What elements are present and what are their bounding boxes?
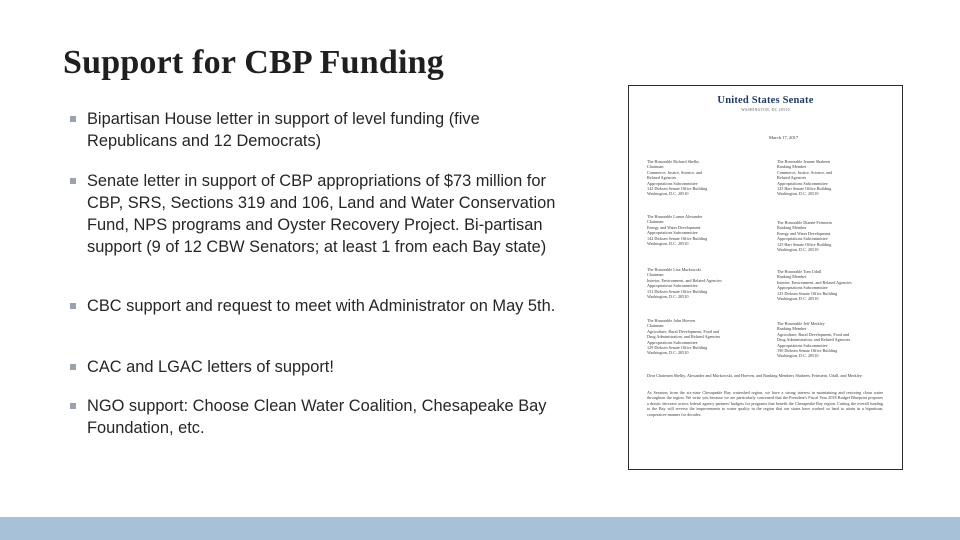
address-line: Energy and Water Development xyxy=(647,224,701,230)
address-line: The Honorable John Hoeven xyxy=(647,318,696,323)
letterhead-location: WASHINGTON, DC 20510 xyxy=(741,108,790,112)
address-line: Drug Administration, and Related Agencies xyxy=(647,334,721,340)
address-block xyxy=(647,159,767,197)
address-block xyxy=(777,220,897,252)
address-line: Appropriations Subcommittee xyxy=(647,339,698,345)
address-line: Chairman xyxy=(647,323,664,329)
address-line: The Honorable Jeff Merkley xyxy=(777,321,825,326)
address-line: Appropriations Subcommittee xyxy=(777,285,828,291)
address-block xyxy=(777,269,897,301)
address-line: 125 Hart Senate Office Building xyxy=(777,186,832,192)
address-line: Appropriations Subcommittee xyxy=(647,230,698,236)
address-line: Ranking Member xyxy=(777,225,807,231)
senate-letter-image xyxy=(628,85,903,470)
address-line: The Honorable Tom Udall xyxy=(777,269,822,274)
address-line: The Honorable Lamar Alexander xyxy=(647,214,703,219)
address-line: 131 Dirksen Senate Office Building xyxy=(647,288,708,294)
address-line: Interior, Environment, and Related Agencies xyxy=(777,279,852,285)
address-block xyxy=(777,321,897,359)
address-block xyxy=(647,214,767,246)
address-line: Washington, D.C. 20510 xyxy=(647,241,689,247)
address-line: Washington, D.C. 20510 xyxy=(777,353,819,359)
address-line: Washington, D.C. 20510 xyxy=(647,191,689,197)
address-line: Commerce, Justice, Science, and xyxy=(777,169,833,175)
address-block xyxy=(777,159,897,197)
bullet-ngo-support: NGO support: Choose Clean Water Coalition, Chesapeake Bay Foundation, etc. xyxy=(68,395,558,439)
bullet-cac-lgac: CAC and LGAC letters of support! xyxy=(68,356,334,378)
address-line: The Honorable Lisa Murkowski xyxy=(647,267,701,272)
address-line: Agriculture, Rural Development, Food and xyxy=(777,331,850,337)
address-line: Drug Administration, and Related Agencies xyxy=(777,337,851,343)
address-line: Ranking Member xyxy=(777,164,807,170)
address-line: Interior, Environment, and Related Agencies xyxy=(647,277,722,283)
address-line: Ranking Member xyxy=(777,274,807,280)
address-line: Washington, D.C. 20510 xyxy=(777,296,819,302)
bullet-cbc-support: CBC support and request to meet with Administrator on May 5th. xyxy=(68,295,555,317)
letter-salutation: Dear Chairmen Shelby, Alexander and Murkowski, and Hoeven, and Ranking Members Shaheen, Feinstein, Udall, and Merkley: xyxy=(647,373,863,378)
address-line: Appropriations Subcommittee xyxy=(647,180,698,186)
address-line: 125 Hart Senate Office Building xyxy=(777,241,832,247)
address-line: The Honorable Dianne Feinstein xyxy=(777,220,832,225)
address-line: Appropriations Subcommittee xyxy=(647,283,698,289)
address-line: Chairman xyxy=(647,272,664,278)
address-line: 129 Dirksen Senate Office Building xyxy=(647,345,708,351)
letter-body: As Senators from the six-state Chesapeake Bay watershed region, we have a strong interest in maintaining and restoring clean water throughout the region. We write you because we are particularly concerned that the President's Fiscal Year 2018 Budget Blueprint proposes a drastic decrease across federal agency partners' budgets for programs that benefit the Chesapeake Bay region. Cutting the overall funding to the Bay will reverse the improvements to water quality in the region that our states have worked so hard to attain in a bipartisan, cooperative manner for decades. xyxy=(647,390,883,417)
address-line: Related Agencies xyxy=(647,175,677,181)
address-line: 142 Dirksen Senate Office Building xyxy=(647,186,708,192)
slide-title: Support for CBP Funding xyxy=(63,44,444,81)
letterhead: United States Senate xyxy=(717,95,814,106)
address-line: Appropriations Subcommittee xyxy=(777,342,828,348)
address-line: 190 Dirksen Senate Office Building xyxy=(777,348,838,354)
address-line: Washington, D.C. 20510 xyxy=(777,191,819,197)
address-line: Agriculture, Rural Development, Food and xyxy=(647,328,720,334)
address-line: Washington, D.C. 20510 xyxy=(647,294,689,300)
address-line: Related Agencies xyxy=(777,175,807,181)
address-line: Appropriations Subcommittee xyxy=(777,180,828,186)
address-line: The Honorable Jeanne Shaheen xyxy=(777,159,830,164)
address-line: 125 Dirksen Senate Office Building xyxy=(777,290,838,296)
address-line: Washington, D.C. 20510 xyxy=(647,350,689,356)
bullet-house-letter: Bipartisan House letter in support of level funding (five Republicans and 12 Democrats) xyxy=(68,108,558,152)
address-line: Chairman xyxy=(647,164,664,170)
address-line: 142 Dirksen Senate Office Building xyxy=(647,235,708,241)
address-block xyxy=(647,318,767,356)
address-line: Ranking Member xyxy=(777,326,807,332)
bullet-senate-letter: Senate letter in support of CBP appropriations of $73 million for CBP, SRS, Sections 319 and 106, Land and Water Conservation Fund, NPS programs and Oyster Recovery Project. Bi-partisan support (9 of 12 CBW Senators; at least 1 from each Bay state) xyxy=(68,170,558,258)
address-line: Energy and Water Development xyxy=(777,230,831,236)
address-line: Commerce, Justice, Science, and xyxy=(647,169,703,175)
address-line: Appropriations Subcommittee xyxy=(777,236,828,242)
address-line: The Honorable Richard Shelby xyxy=(647,159,700,164)
address-line: Washington, D.C. 20510 xyxy=(777,247,819,253)
address-line: Chairman xyxy=(647,219,664,225)
letter-date: March 17, 2017 xyxy=(769,135,799,140)
footer-band xyxy=(0,517,960,540)
address-block xyxy=(647,267,767,299)
